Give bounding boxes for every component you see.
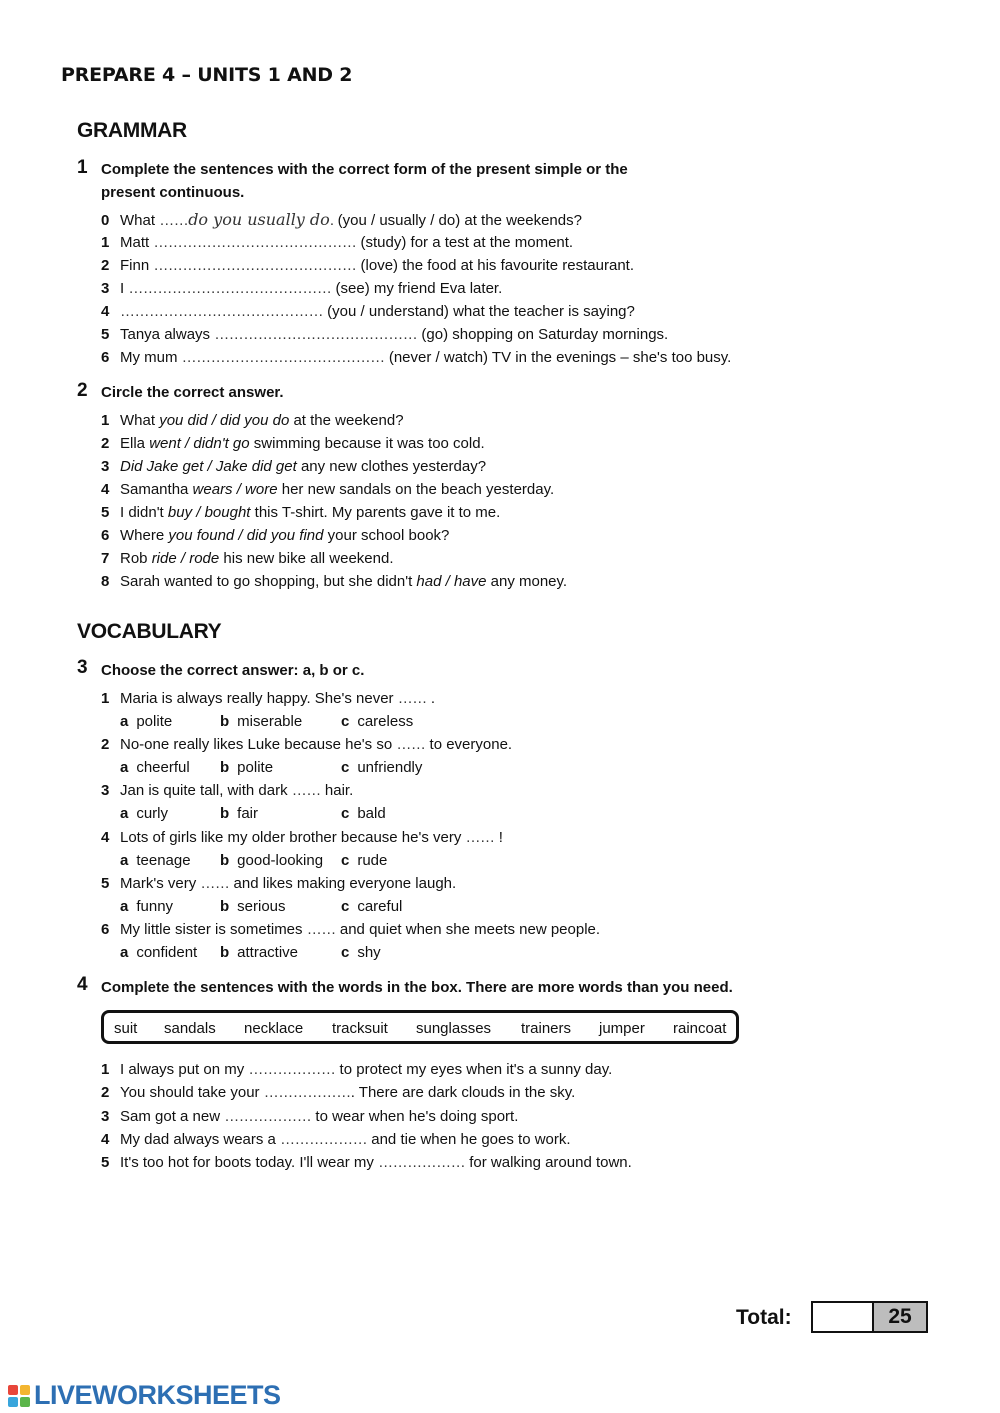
exercise-3-item-1	[101, 689, 435, 709]
item-text: Finn	[120, 257, 154, 274]
exercise-2-item-3	[101, 457, 486, 477]
answer-blank[interactable]: ………………	[280, 1131, 368, 1148]
item-number: 4	[101, 481, 110, 498]
item-number: 6	[101, 349, 110, 366]
item-text: Samantha	[120, 481, 193, 498]
option-b[interactable]: b attractive	[220, 944, 299, 961]
exercise-3-item-6	[101, 920, 600, 940]
item-text: My little sister is sometimes	[120, 921, 307, 938]
item-number: 1	[101, 1061, 110, 1078]
item-number: 4	[101, 829, 110, 846]
exercise-1-instruction-line2: present continuous.	[101, 184, 245, 201]
item-text: her new sandals on the beach yesterday.	[277, 481, 555, 498]
item-text: to protect my eyes when it's a sunny day.	[335, 1061, 613, 1078]
item-number: 4	[101, 303, 110, 320]
item-text: What	[120, 212, 160, 229]
exercise-1-item-2	[101, 256, 634, 276]
item-text: No-one really likes Luke because he's so	[120, 736, 397, 753]
answer-blank[interactable]: ………………	[263, 1084, 351, 1101]
item-text: hair.	[320, 782, 354, 799]
item-text: for walking around town.	[465, 1154, 632, 1171]
option-c[interactable]: c unfriendly	[341, 759, 423, 776]
exercise-2-number: 2	[77, 380, 88, 401]
exercise-1-instruction	[101, 158, 628, 204]
exercise-1-instruction-line1: Complete the sentences with the correct form of the present simple or the	[101, 161, 628, 178]
item-text: Ella	[120, 435, 150, 452]
item-text: Where	[120, 527, 169, 544]
answer-blank[interactable]: ………………	[378, 1154, 466, 1171]
item-text: I didn't	[120, 504, 168, 521]
item-text: What	[120, 412, 160, 429]
exercise-3-item-4	[101, 828, 503, 848]
item-text: Rob	[120, 550, 152, 567]
item-text: I	[120, 280, 129, 297]
logo-square	[20, 1385, 30, 1395]
item-text: Maria is always really happy. She's never	[120, 690, 398, 707]
exercise-3-item-2	[101, 735, 512, 755]
item-text: Matt	[120, 234, 154, 251]
item-number: 3	[101, 280, 110, 297]
item-text: and likes making everyone laugh.	[229, 875, 457, 892]
item-text: My dad always wears a	[120, 1131, 281, 1148]
exercise-3-number: 3	[77, 657, 88, 678]
item-text: any money.	[486, 573, 568, 590]
liveworksheets-logo	[8, 1380, 281, 1411]
item-number: 2	[101, 736, 110, 753]
item-number: 3	[101, 1108, 110, 1125]
item-number: 1	[101, 412, 110, 429]
exercise-3-item-5	[101, 874, 456, 894]
total-label: Total:	[736, 1306, 792, 1329]
item-number: 5	[101, 326, 110, 343]
item-text: at the weekend?	[289, 412, 404, 429]
exercise-2-item-4	[101, 480, 554, 500]
answer-choice[interactable]: Did Jake get / Jake did get	[120, 458, 297, 475]
answer-choice[interactable]: ride / rode	[151, 550, 220, 567]
item-text: Jan is quite tall, with dark	[120, 782, 292, 799]
option-a[interactable]: a confident	[120, 944, 198, 961]
item-number: 2	[101, 1084, 110, 1101]
exercise-1-item-0	[101, 210, 582, 231]
option-c[interactable]: c careless	[341, 713, 414, 730]
option-a[interactable]: a cheerful	[120, 759, 190, 776]
exercise-1-item-6	[101, 348, 731, 368]
logo-square	[8, 1385, 18, 1395]
option-c[interactable]: c careful	[341, 898, 403, 915]
word-box	[101, 1010, 739, 1044]
answer-choice[interactable]: wears / wore	[192, 481, 278, 498]
word-box-word: sandals	[164, 1020, 216, 1037]
item-text: swimming because it was too cold.	[249, 435, 485, 452]
page-title: PREPARE 4 – UNITS 1 AND 2	[61, 64, 353, 86]
item-text: . There are dark clouds in the sky.	[350, 1084, 576, 1101]
item-text: and quiet when she meets new people.	[335, 921, 601, 938]
item-text: to wear when he's doing sport.	[311, 1108, 519, 1125]
option-c[interactable]: c shy	[341, 944, 381, 961]
item-text: his new bike all weekend.	[219, 550, 394, 567]
logo-square	[8, 1397, 18, 1407]
word-box-word: raincoat	[673, 1020, 727, 1037]
item-number: 7	[101, 550, 110, 567]
exercise-4-item-2	[101, 1083, 575, 1103]
exercise-2-item-5	[101, 503, 500, 523]
answer-blank[interactable]: ……………………………………	[153, 257, 357, 274]
answer-dots: ……	[159, 212, 189, 229]
exercise-4-instruction: Complete the sentences with the words in the box. There are more words than you need.	[101, 979, 733, 996]
answer-choice[interactable]: went / didn't go	[149, 435, 250, 452]
item-text: (you / usually / do) at the weekends?	[333, 212, 582, 229]
item-number: 2	[101, 435, 110, 452]
answer-blank[interactable]: ……………………………………	[181, 349, 385, 366]
max-score: 25	[874, 1303, 926, 1331]
exercise-1-number: 1	[77, 157, 88, 178]
answer-blank: ……	[397, 690, 427, 707]
answer-blank[interactable]: ……………………………………	[128, 280, 332, 297]
exercise-4-item-1	[101, 1060, 612, 1080]
item-text: this T-shirt. My parents gave it to me.	[250, 504, 501, 521]
item-text: Mark's very	[120, 875, 201, 892]
option-a[interactable]: a curly	[120, 805, 169, 822]
exercise-2-instruction: Circle the correct answer.	[101, 384, 284, 401]
item-number: 2	[101, 257, 110, 274]
option-b[interactable]: b polite	[220, 759, 274, 776]
item-text: (you / understand) what the teacher is saying?	[323, 303, 635, 320]
logo-square	[20, 1397, 30, 1407]
option-b[interactable]: b good-looking	[220, 852, 324, 869]
exercise-2-item-8	[101, 572, 567, 592]
item-number: 6	[101, 527, 110, 544]
answer-choice[interactable]: buy / bought	[167, 504, 251, 521]
item-text: Lots of girls like my older brother because he's very	[120, 829, 466, 846]
answer-blank[interactable]: ………………	[248, 1061, 336, 1078]
option-a[interactable]: a polite	[120, 713, 173, 730]
exercise-1-item-1	[101, 233, 573, 253]
item-text: My mum	[120, 349, 182, 366]
answer-choice[interactable]: had / have	[416, 573, 487, 590]
item-number: 0	[101, 212, 110, 229]
item-text: your school book?	[323, 527, 450, 544]
option-a[interactable]: a teenage	[120, 852, 191, 869]
logo-icon	[8, 1385, 30, 1407]
item-text: (love) the food at his favourite restaurant.	[356, 257, 635, 274]
item-text: (never / watch) TV in the evenings – she's too busy.	[384, 349, 732, 366]
item-number: 5	[101, 504, 110, 521]
exercise-4-item-3	[101, 1107, 518, 1127]
example-answer: do you usually do	[188, 210, 330, 229]
answer-blank: ……	[306, 921, 336, 938]
exercise-2-item-1	[101, 411, 404, 431]
score-input[interactable]	[813, 1303, 874, 1331]
word-box-word: trainers	[521, 1020, 572, 1037]
answer-blank: ……	[396, 736, 426, 753]
answer-blank: ……	[465, 829, 495, 846]
item-number: 1	[101, 690, 110, 707]
item-number: 5	[101, 1154, 110, 1171]
answer-blank[interactable]: ……………………………………	[153, 234, 357, 251]
item-text: and tie when he goes to work.	[367, 1131, 571, 1148]
item-text: I always put on my	[120, 1061, 249, 1078]
item-text: You should take your	[120, 1084, 264, 1101]
word-box-word: tracksuit	[332, 1020, 388, 1037]
item-text: !	[494, 829, 503, 846]
option-c[interactable]: c bald	[341, 805, 386, 822]
item-text: Tanya always	[120, 326, 215, 343]
total-score-box	[811, 1301, 928, 1333]
logo-text: LIVEWORKSHEETS	[34, 1380, 281, 1410]
answer-blank: ……	[291, 782, 321, 799]
item-number: 8	[101, 573, 110, 590]
exercise-3-item-3	[101, 781, 353, 801]
option-b[interactable]: b serious	[220, 898, 286, 915]
word-box-word: necklace	[244, 1020, 304, 1037]
item-text: to everyone.	[425, 736, 513, 753]
option-b[interactable]: b fair	[220, 805, 259, 822]
exercise-4-item-5	[101, 1153, 632, 1173]
answer-blank[interactable]: ……………………………………	[120, 303, 323, 320]
answer-choice[interactable]: you found / did you find	[168, 527, 324, 544]
exercise-2-item-6	[101, 526, 449, 546]
item-text: Sam got a new	[120, 1108, 225, 1125]
item-number: 3	[101, 458, 110, 475]
word-box-word: sunglasses	[416, 1020, 492, 1037]
exercise-1-item-4	[101, 302, 635, 322]
item-text: .	[426, 690, 436, 707]
answer-blank: ……	[200, 875, 230, 892]
item-number: 4	[101, 1131, 110, 1148]
item-text: It's too hot for boots today. I'll wear my	[120, 1154, 379, 1171]
item-text: (see) my friend Eva later.	[331, 280, 503, 297]
item-text: (go) shopping on Saturday mornings.	[417, 326, 669, 343]
vocabulary-heading: VOCABULARY	[77, 620, 222, 643]
exercise-4-number: 4	[77, 974, 88, 995]
option-b[interactable]: b miserable	[220, 713, 303, 730]
item-number: 5	[101, 875, 110, 892]
grammar-heading: GRAMMAR	[77, 119, 187, 142]
answer-dots: .	[329, 212, 334, 229]
item-number: 1	[101, 234, 110, 251]
exercise-1-item-3	[101, 279, 502, 299]
exercise-3-instruction: Choose the correct answer: a, b or c.	[101, 662, 365, 679]
answer-blank[interactable]: ……………………………………	[214, 326, 418, 343]
answer-choice[interactable]: you did / did you do	[159, 412, 290, 429]
option-a[interactable]: a funny	[120, 898, 174, 915]
item-text: (study) for a test at the moment.	[356, 234, 574, 251]
word-box-word: suit	[114, 1020, 138, 1037]
exercise-1-item-5	[101, 325, 668, 345]
item-text: Sarah wanted to go shopping, but she didn't	[120, 573, 417, 590]
answer-blank[interactable]: ………………	[224, 1108, 312, 1125]
exercise-4-item-4	[101, 1130, 571, 1150]
word-box-word: jumper	[599, 1020, 645, 1037]
option-c[interactable]: c rude	[341, 852, 388, 869]
exercise-2-item-2	[101, 434, 485, 454]
exercise-2-item-7	[101, 549, 394, 569]
item-number: 6	[101, 921, 110, 938]
item-text: any new clothes yesterday?	[296, 458, 487, 475]
item-number: 3	[101, 782, 110, 799]
